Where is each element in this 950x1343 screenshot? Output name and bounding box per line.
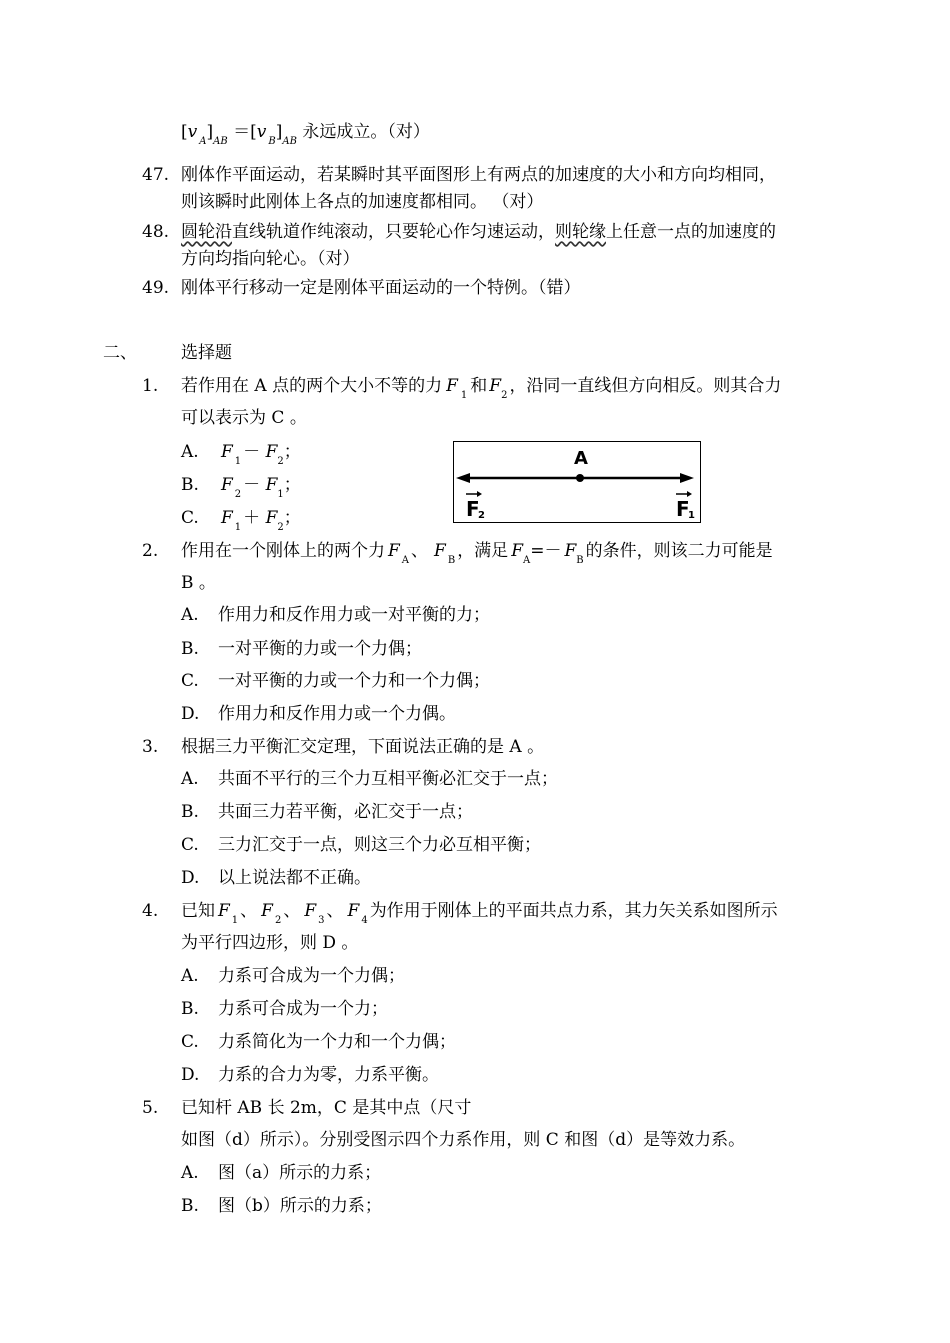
- question-number: 5.: [142, 1098, 159, 1118]
- section-number: 二、: [103, 343, 137, 363]
- option-text: 力系的合力为零，力系平衡。: [218, 1065, 439, 1085]
- option-label: C.: [181, 835, 199, 855]
- option-label: B.: [181, 802, 199, 822]
- question-text: 已知杆 AB 长 2m，C 是其中点（尺寸: [181, 1098, 472, 1118]
- option-label: D.: [181, 1065, 200, 1085]
- option-text: 图（b）所示的力系；: [218, 1196, 382, 1216]
- option-text: 共面不平行的三个力互相平衡必汇交于一点；: [218, 769, 558, 789]
- section-title: 选择题: [181, 343, 232, 363]
- option-label: C.: [181, 1032, 199, 1052]
- option-expr: F $_1 - F_2$；: [221, 442, 301, 467]
- f1-label: F: [676, 497, 690, 521]
- force-diagram: [453, 441, 701, 523]
- point-a: [576, 474, 584, 482]
- item-number: 49.: [142, 278, 170, 298]
- item-text: 方向均指向轮心。（对）: [181, 249, 360, 269]
- option-label: A.: [181, 966, 199, 986]
- item-number: 48.: [142, 222, 170, 242]
- option-label: A.: [181, 605, 199, 625]
- question-number: 4.: [142, 901, 159, 921]
- option-text: 一对平衡的力或一个力和一个力偶；: [218, 671, 490, 691]
- option-label: B.: [181, 639, 199, 659]
- formula-line: [v $_A]_{AB} =[v$ $_B]_{AB}$ 永远成立。（对）: [181, 122, 430, 147]
- option-text: 力系可合成为一个力偶；: [218, 966, 405, 986]
- item-number: 47.: [142, 165, 170, 185]
- f1-subscript: 1: [688, 510, 695, 521]
- question-number: 3.: [142, 737, 159, 757]
- question-text: B 。: [181, 573, 216, 593]
- point-a-label: A: [574, 448, 588, 469]
- force-diagram-svg: [454, 442, 700, 522]
- question-text: 可以表示为 C 。: [181, 408, 307, 428]
- option-label: D.: [181, 868, 200, 888]
- item-text: 则该瞬时此刚体上各点的加速度都相同。 （对）: [181, 192, 544, 212]
- f2-label: F: [466, 497, 480, 521]
- item-text: 刚体平行移动一定是刚体平面运动的一个特例。（错）: [181, 278, 581, 298]
- f2-subscript: 2: [478, 510, 485, 521]
- question-text: 已知 F $_1$ 、 F $_2$ 、 F $_3$ 、 F $_4$ 为作用于刚体上的平面共点力系，其力矢关系如图所示: [181, 901, 778, 926]
- arrow-left-icon: [456, 473, 470, 483]
- question-text: 若作用在 A 点的两个大小不等的力 F $_1$ 和 $F_2$ ，沿同一直线但方向相反。则其合力: [181, 376, 782, 401]
- item-text: 刚体作平面运动，若某瞬时其平面图形上有两点的加速度的大小和方向均相同，: [181, 165, 776, 185]
- option-label: B.: [181, 1196, 199, 1216]
- question-number: 2.: [142, 541, 159, 561]
- velocity-symbol: v: [187, 122, 198, 142]
- option-text: 图（a）所示的力系；: [218, 1163, 382, 1183]
- option-expr: F $_2 - F_1$；: [221, 475, 301, 500]
- question-number: 1.: [142, 376, 159, 396]
- option-label: A.: [181, 442, 199, 462]
- question-text: 为平行四边形，则 D 。: [181, 933, 359, 953]
- option-expr: F $_1 + F_2$；: [221, 508, 301, 533]
- option-text: 作用力和反作用力或一个力偶。: [218, 704, 456, 724]
- option-label: B.: [181, 475, 199, 495]
- option-label: D.: [181, 704, 200, 724]
- arrow-right-icon: [680, 473, 694, 483]
- option-label: A.: [181, 769, 199, 789]
- option-label: A.: [181, 1163, 199, 1183]
- option-label: C.: [181, 671, 199, 691]
- option-text: 共面三力若平衡，必汇交于一点；: [218, 802, 473, 822]
- question-text: 作用在一个刚体上的两个力 F $_A$ 、 F $_B$ ，满足 $F_A=- F_B$ 的条件，则该二力可能是: [181, 541, 773, 566]
- option-text: 以上说法都不正确。: [218, 868, 371, 888]
- item-text: 圆轮沿直线轨道作纯滚动，只要轮心作匀速运动，则轮缘上任意一点的加速度的: [181, 222, 776, 242]
- option-label: B.: [181, 999, 199, 1019]
- question-text: 根据三力平衡汇交定理，下面说法正确的是 A 。: [181, 737, 545, 757]
- option-text: 力系简化为一个力和一个力偶；: [218, 1032, 456, 1052]
- option-text: 一对平衡的力或一个力偶；: [218, 639, 422, 659]
- option-label: C.: [181, 508, 199, 528]
- option-text: 力系可合成为一个力；: [218, 999, 388, 1019]
- option-text: 作用力和反作用力或一对平衡的力；: [218, 605, 490, 625]
- option-text: 三力汇交于一点，则这三个力必互相平衡；: [218, 835, 541, 855]
- question-text: 如图（d）所示）。分别受图示四个力系作用，则 C 和图（d）是等效力系。: [181, 1130, 746, 1150]
